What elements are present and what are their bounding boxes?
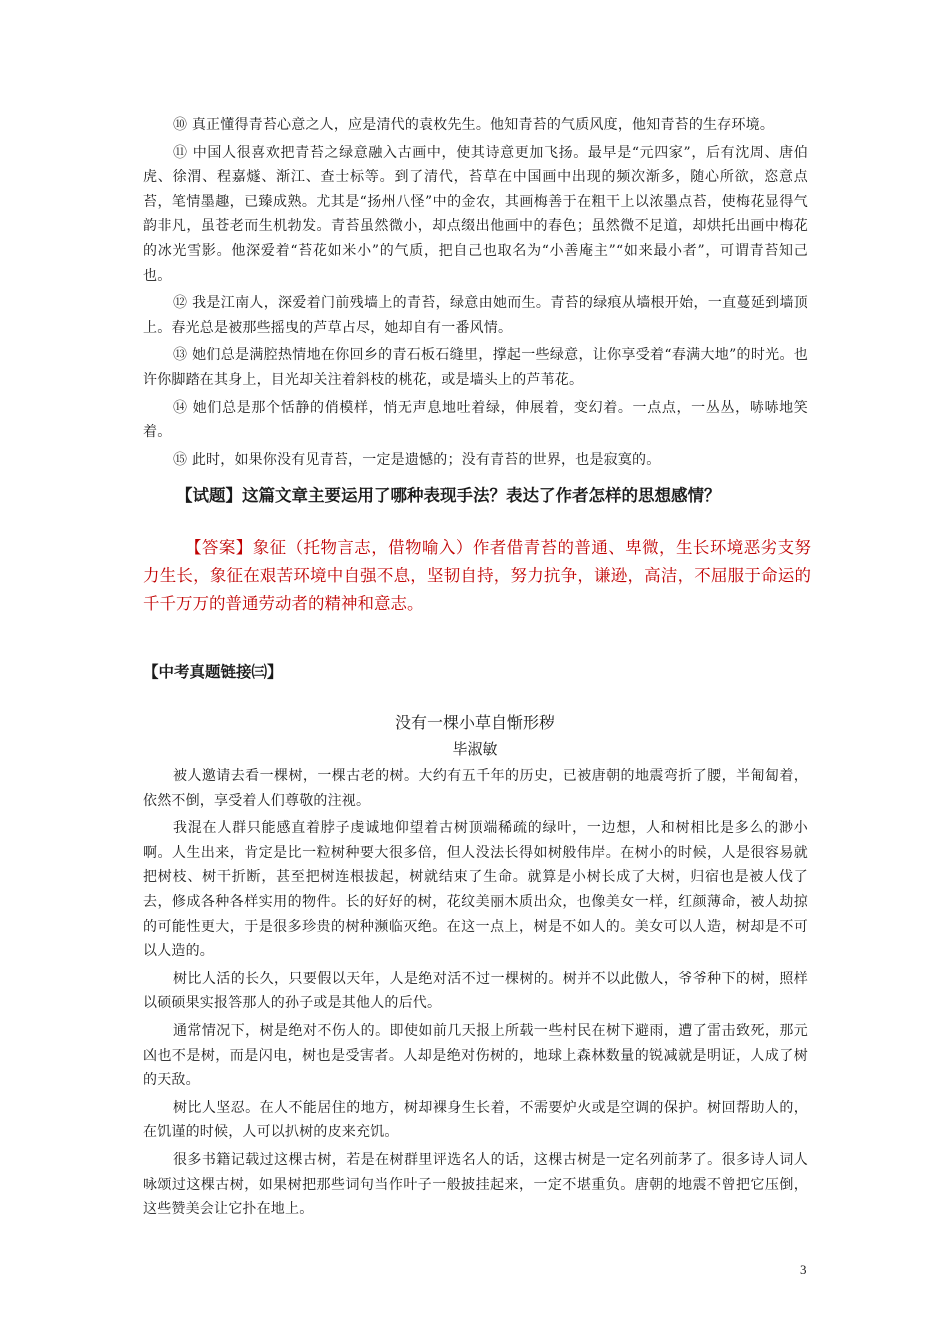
section-heading: 【中考真题链接㈢】 bbox=[143, 662, 283, 681]
paragraph-15: ⑮ 此时，如果你没有见青苔，一定是遗憾的；没有青苔的世界，也是寂寞的。 bbox=[173, 451, 661, 468]
paragraph-12: ⑫ 我是江南人，深爱着门前残墙上的青苔，绿意由她而生。青苔的绿痕从墙根开始，一直蔓延到墙顶上。春光总是被那些摇曳的芦草占尽，她却自有一番风情。 bbox=[143, 295, 808, 336]
article-paragraph: 被人邀请去看一棵树，一棵古老的树。大约有五千年的历史，已被唐朝的地震弯折了腰，半匍匐着，依然不倒，享受着人们尊敬的注视。 bbox=[143, 768, 808, 809]
article-paragraph: 我混在人群只能感直着脖子虔诚地仰望着古树顶端稀疏的绿叶，一边想，人和树相比是多么的渺小啊。人生出来，肯定是比一粒树种要大很多倍，但人没法长得如树般伟岸。在树小的时候，人是很容易就把树枝、树干折断，甚至把树连根拔起，树就结束了生命。就算是小树长成了大树，归宿也是被人伐了去，修成各种各样实用的物件。长的好好的树，花纹美丽木质出众，也像美女一样，红颜薄命，被人劫掠的可能性更大，于是很多珍贵的树种濒临灭绝。在这一点上，树是不如人的。美女可以人造，树却是不可以人造的。 bbox=[143, 820, 808, 960]
paragraph-11: ⑪ 中国人很喜欢把青苔之绿意融入古画中，使其诗意更加飞扬。最早是“元四家”，后有沈周、唐伯虎、徐渭、程嘉燧、渐江、查士标等。到了清代，苔草在中国画中出现的频次渐多，随心所欲，恣意点苔，笔情墨趣，已臻成熟。尤其是“扬州八怪”中的金农，其画梅善于在粗干上以浓墨点苔，使梅花显得气韵非凡，虽苍老而生机勃发。青苔虽然微小，却点缀出他画中的春色；虽然微不足道，却烘托出画中梅花的冰光雪影。他深爱着“苔花如米小”的气质，把自己也取名为“小善庵主”“如来最小者”，可谓青苔知己也。 bbox=[143, 144, 808, 284]
question-text: 【试题】这篇文章主要运用了哪种表现手法？表达了作者怎样的思想感情？ bbox=[176, 486, 721, 505]
article-paragraph: 树比人活的长久，只要假以天年，人是绝对活不过一棵树的。树并不以此傲人，爷爷种下的树，照样以硕硕果实报答那人的孙子或是其他人的后代。 bbox=[143, 970, 808, 1012]
article-paragraph: 很多书籍记载过这棵古树，若是在树群里评选名人的话，这棵古树是一定名列前茅了。很多诗人词人咏颂过这棵古树，如果树把那些词句当作叶子一般披挂起来，一定不堪重负。唐朝的地震不曾把它压倒，这些赞美会让它扑在地上。 bbox=[143, 1151, 808, 1218]
passage-top bbox=[143, 113, 808, 472]
article-author: 毕淑敏 bbox=[452, 740, 498, 758]
paragraph-13: ⑬ 她们总是满腔热情地在你回乡的青石板石缝里，撑起一些绿意，让你享受着“春满大地”的时光。也许你脚踏在其身上，目光却关注着斜枝的桃花，或是墙头上的芦苇花。 bbox=[143, 347, 808, 388]
paragraph-14: ⑭ 她们总是那个恬静的俏模样，悄无声息地吐着绿，伸展着，变幻着。一点点，一丛丛，哧哧地笑着。 bbox=[143, 399, 808, 441]
article-body bbox=[143, 764, 808, 1222]
article-paragraph: 通常情况下，树是绝对不伤人的。即使如前几天报上所载一些村民在树下避雨，遭了雷击致死，那元凶也不是树，而是闪电，树也是受害者。人却是绝对伤树的，地球上森林数量的锐减就是明证，人成了树的天敌。 bbox=[143, 1022, 808, 1089]
article-title: 没有一棵小草自惭形秽 bbox=[394, 713, 555, 732]
article-paragraph: 树比人坚忍。在人不能居住的地方，树却裸身生长着，不需要炉火或是空调的保护。树回帮助人的，在饥谨的时候，人可以扒树的皮来充饥。 bbox=[143, 1099, 808, 1141]
answer-text: 【答案】象征（托物言志，借物喻入）作者借青苔的普通、卑微，生长环境恶劣支努力生长，象征在艰苦环境中自强不息，坚韧自持，努力抗争，谦逊，高洁，不屈服于命运的千千万万的普通劳动者的精神和意志。 bbox=[143, 538, 811, 613]
paragraph-10: ⑩ 真正懂得青苔心意之人，应是清代的袁枚先生。他知青苔的气质风度，他知青苔的生存环境。 bbox=[173, 117, 775, 133]
page-number: 3 bbox=[800, 1262, 807, 1277]
